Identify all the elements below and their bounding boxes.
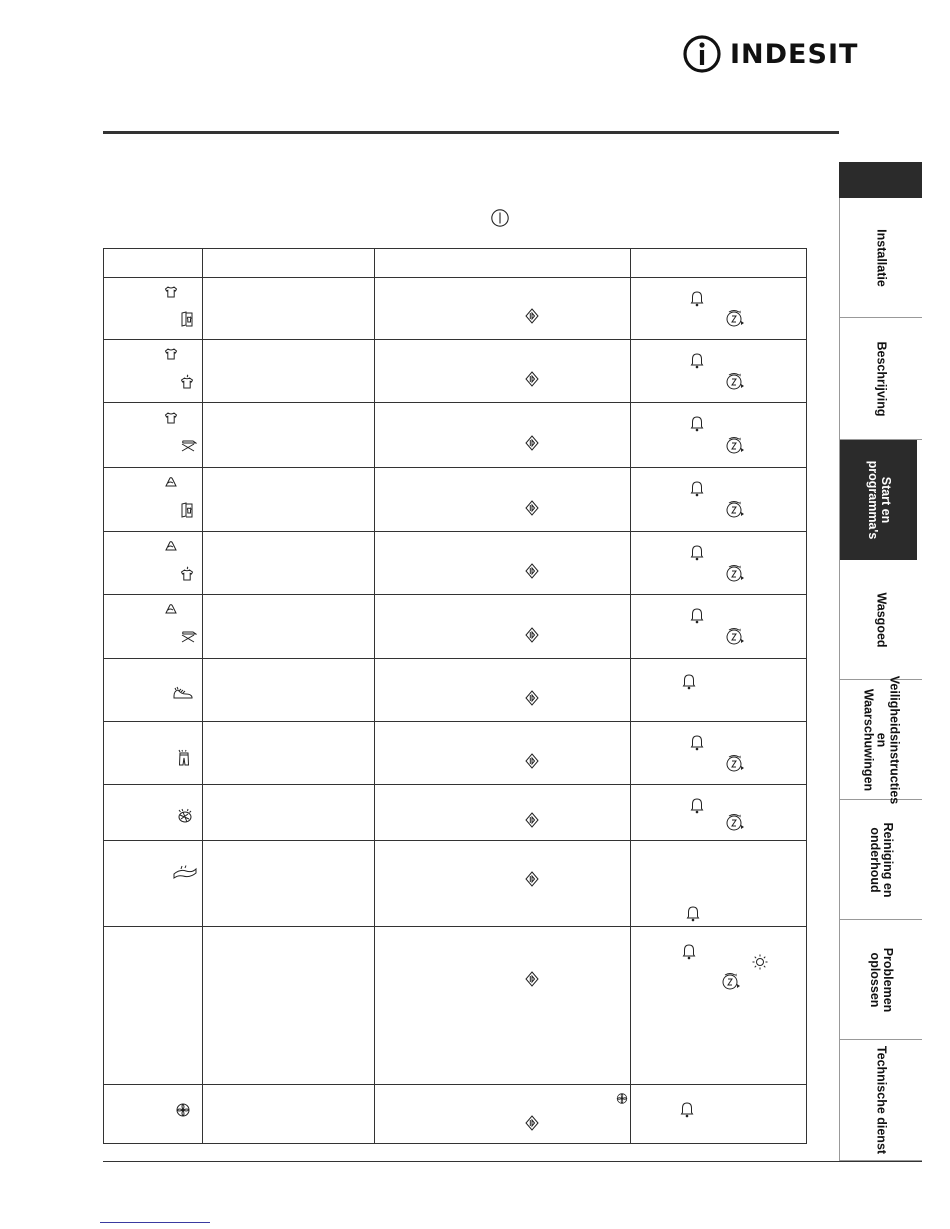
side-tab-label: Reiniging en onderhoud [868,822,895,897]
table-row [104,532,807,595]
start-pause-icon [525,753,539,774]
bell-icon [681,943,697,966]
side-tab-label: Start en programma's [865,460,893,540]
programs-table [103,248,807,1144]
side-tab-6[interactable] [840,800,922,920]
anticrease-icon [723,371,749,396]
options-cell [375,340,631,403]
table-row [104,659,807,722]
laundry-cell [203,278,375,340]
delicate-icon [164,539,178,557]
start-pause-icon [525,563,539,584]
program-cell [104,595,203,659]
start-pause-icon [525,1115,539,1136]
table-row [104,785,807,841]
anticrease-icon [723,626,749,651]
start-pause-icon [525,627,539,648]
anticrease-icon [719,971,745,996]
indesit-logo-icon [682,34,722,74]
side-tab-4[interactable] [840,560,922,680]
fan-icon [616,1093,627,1108]
start-pause-icon [525,435,539,456]
options-cell [375,659,631,722]
side-tab-3[interactable] [840,440,917,560]
side-tab-label: Wasgoed [874,591,889,648]
start-pause-icon [525,971,539,992]
end-cell [631,278,807,340]
table-row [104,1085,807,1144]
shirt-icon [164,347,178,365]
table-row [104,722,807,785]
laundry-cell [203,340,375,403]
header-rule [103,131,839,134]
table-row [104,403,807,468]
table-header-row [104,249,807,278]
program-cell [104,468,203,532]
anticrease-icon [723,812,749,837]
header-cell-programme [104,249,203,278]
side-tab-label: Problemen oplossen [868,947,895,1012]
program-cell [104,785,203,841]
side-tab-7[interactable] [840,920,922,1040]
end-cell [631,532,807,595]
laundry-cell [203,722,375,785]
side-tab-label: Beschrijving [874,340,889,417]
laundry-cell [203,1085,375,1144]
table-row [104,595,807,659]
laundry-cell [203,841,375,927]
power-icon [490,208,510,233]
cupboard-icon [179,502,195,523]
sun-icon [751,953,769,976]
header-cell-end [631,249,807,278]
bell-icon [689,797,705,820]
program-cell [104,340,203,403]
delicate-icon [164,475,178,493]
options-cell [375,1085,631,1144]
options-cell [375,927,631,1085]
end-cell [631,722,807,785]
start-pause-icon [525,500,539,521]
hanger-shirt-icon [179,566,195,587]
options-cell [375,841,631,927]
end-cell [631,927,807,1085]
anticrease-icon [723,499,749,524]
bell-icon [685,905,701,928]
side-tab-header [839,162,922,198]
bell-icon [689,480,705,503]
anticrease-icon [723,308,749,333]
program-cell [104,722,203,785]
end-cell [631,468,807,532]
brand-logo [682,32,858,76]
start-pause-icon [525,690,539,711]
table-row [104,927,807,1085]
bell-icon [681,673,697,696]
bell-icon [689,415,705,438]
program-cell [104,278,203,340]
program-cell [104,1085,203,1144]
options-cell [375,722,631,785]
options-cell [375,595,631,659]
shoe-icon [172,686,194,705]
laundry-cell [203,595,375,659]
fan-icon [176,1103,190,1122]
bell-icon [679,1101,695,1124]
bell-icon [689,607,705,630]
table-row [104,340,807,403]
laundry-cell [203,927,375,1085]
side-tab-2[interactable] [840,318,922,440]
program-cell [104,841,203,927]
options-cell [375,468,631,532]
header-cell-options [375,249,631,278]
anticrease-icon [723,563,749,588]
side-tab-1[interactable] [840,198,922,318]
anticrease-icon [723,435,749,460]
brand-name: INDESIT [730,38,859,70]
laundry-cell [203,403,375,468]
end-cell [631,403,807,468]
laundry-cell [203,785,375,841]
bell-icon [689,352,705,375]
anticrease-icon [723,753,749,778]
hanger-shirt-icon [179,374,195,395]
table-row [104,468,807,532]
options-cell [375,532,631,595]
options-cell [375,403,631,468]
iron-icon [179,629,197,648]
laundry-cell [203,468,375,532]
program-cell [104,532,203,595]
side-tab-label: Veiligheidsinstructies en Waarschuwingen [861,675,902,804]
start-pause-icon [525,371,539,392]
program-cell [104,927,203,1085]
side-tab-8[interactable] [840,1040,922,1161]
program-cell [104,403,203,468]
bell-icon [689,734,705,757]
laundry-cell [203,532,375,595]
options-cell [375,278,631,340]
side-tab-label: Installatie [874,228,889,287]
side-tab-label: Technische dienst [874,1045,889,1155]
end-cell [631,659,807,722]
side-tab-5[interactable] [840,675,922,804]
end-cell [631,785,807,841]
start-pause-icon [525,812,539,833]
iron-icon [179,438,197,457]
footer-rule [103,1161,922,1162]
shirt-icon [164,411,178,429]
laundry-cell [203,659,375,722]
cupboard-icon [179,311,195,332]
options-cell [375,785,631,841]
start-pause-icon [525,308,539,329]
header-cell-laundry [203,249,375,278]
end-cell [631,595,807,659]
table-row [104,841,807,927]
footer-underline [100,1222,210,1223]
table-row [104,278,807,340]
shirt-icon [164,285,178,303]
end-cell [631,841,807,927]
bell-icon [689,544,705,567]
start-pause-icon [525,871,539,892]
program-cell [104,659,203,722]
bell-icon [689,290,705,313]
wool-ball-icon [176,808,194,829]
jeans-icon [176,749,192,772]
end-cell [631,1085,807,1144]
end-cell [631,340,807,403]
delicate-icon [164,602,178,620]
quilt-icon [172,865,198,886]
